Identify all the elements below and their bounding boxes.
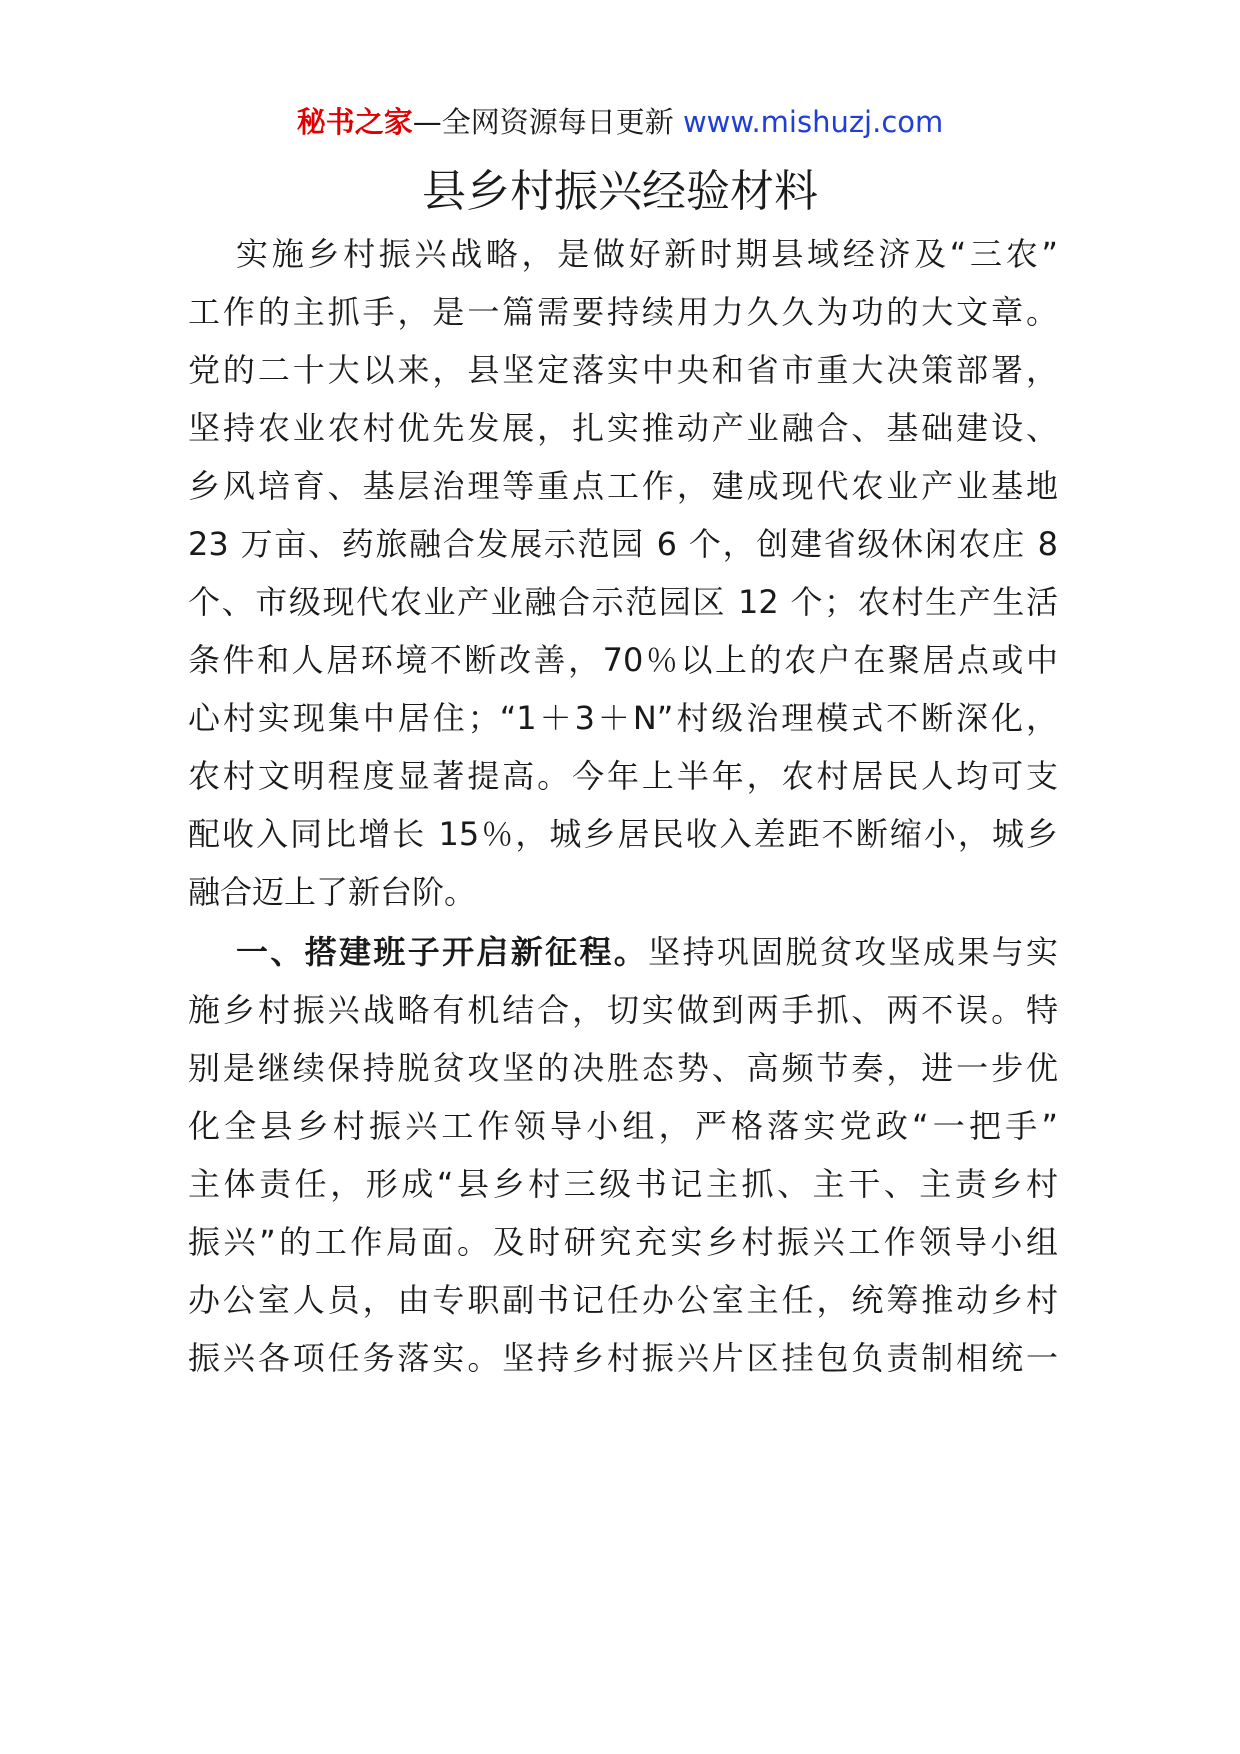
paragraph-line: 23 万亩、药旅融合发展示范园 6 个，创建省级休闲农庄 8: [188, 525, 1058, 563]
brand-name: 秘书之家: [296, 105, 413, 139]
paragraph-line: 党的二十大以来，县坚定落实中央和省市重大决策部署，: [188, 351, 1058, 389]
paragraph-line: 个、市级现代农业产业融合示范园区 12 个；农村生产生活: [188, 583, 1058, 621]
paragraph-line: 化全县乡村振兴工作领导小组，严格落实党政“一把手”: [188, 1107, 1058, 1145]
site-url-link[interactable]: www.mishuzj.com: [682, 105, 944, 139]
section-heading: 一、搭建班子开启新征程。: [236, 933, 649, 971]
paragraph-line: 振兴各项任务落实。坚持乡村振兴片区挂包负责制相统一: [188, 1339, 1058, 1377]
site-header: [0, 100, 1240, 144]
paragraph-line: 心村实现集中居住；“1＋3＋N”村级治理模式不断深化，: [188, 699, 1058, 737]
paragraph-line: 施乡村振兴战略有机结合，切实做到两手抓、两不误。特: [188, 991, 1058, 1029]
paragraph-line: 别是继续保持脱贫攻坚的决胜态势、高频节奏，进一步优: [188, 1049, 1058, 1087]
paragraph-line: 工作的主抓手，是一篇需要持续用力久久为功的大文章。: [188, 293, 1058, 331]
section-first-line: [236, 932, 1058, 972]
document-title: 县乡村振兴经验材料: [422, 166, 818, 217]
paragraph-line: 振兴”的工作局面。及时研究充实乡村振兴工作领导小组: [188, 1223, 1058, 1261]
section-text: 坚持巩固脱贫攻坚成果与实: [648, 933, 1058, 971]
paragraph-line: 条件和人居环境不断改善，70％以上的农户在聚居点或中: [188, 641, 1058, 679]
paragraph-line: 办公室人员，由专职副书记任办公室主任，统筹推动乡村: [188, 1281, 1058, 1319]
paragraph-line: 配收入同比增长 15％，城乡居民收入差距不断缩小，城乡: [188, 815, 1058, 853]
paragraph-line: 农村文明程度显著提高。今年上半年，农村居民人均可支: [188, 757, 1058, 795]
header-tagline: —全网资源每日更新: [412, 105, 674, 139]
paragraph-line: 融合迈上了新台阶。: [188, 873, 477, 911]
paragraph-line: 乡风培育、基层治理等重点工作，建成现代农业产业基地: [188, 467, 1058, 505]
paragraph-line: 主体责任，形成“县乡村三级书记主抓、主干、主责乡村: [188, 1165, 1058, 1203]
paragraph-line: 实施乡村振兴战略，是做好新时期县域经济及“三农”: [236, 235, 1058, 273]
paragraph-line: 坚持农业农村优先发展，扎实推动产业融合、基础建设、: [188, 409, 1058, 447]
